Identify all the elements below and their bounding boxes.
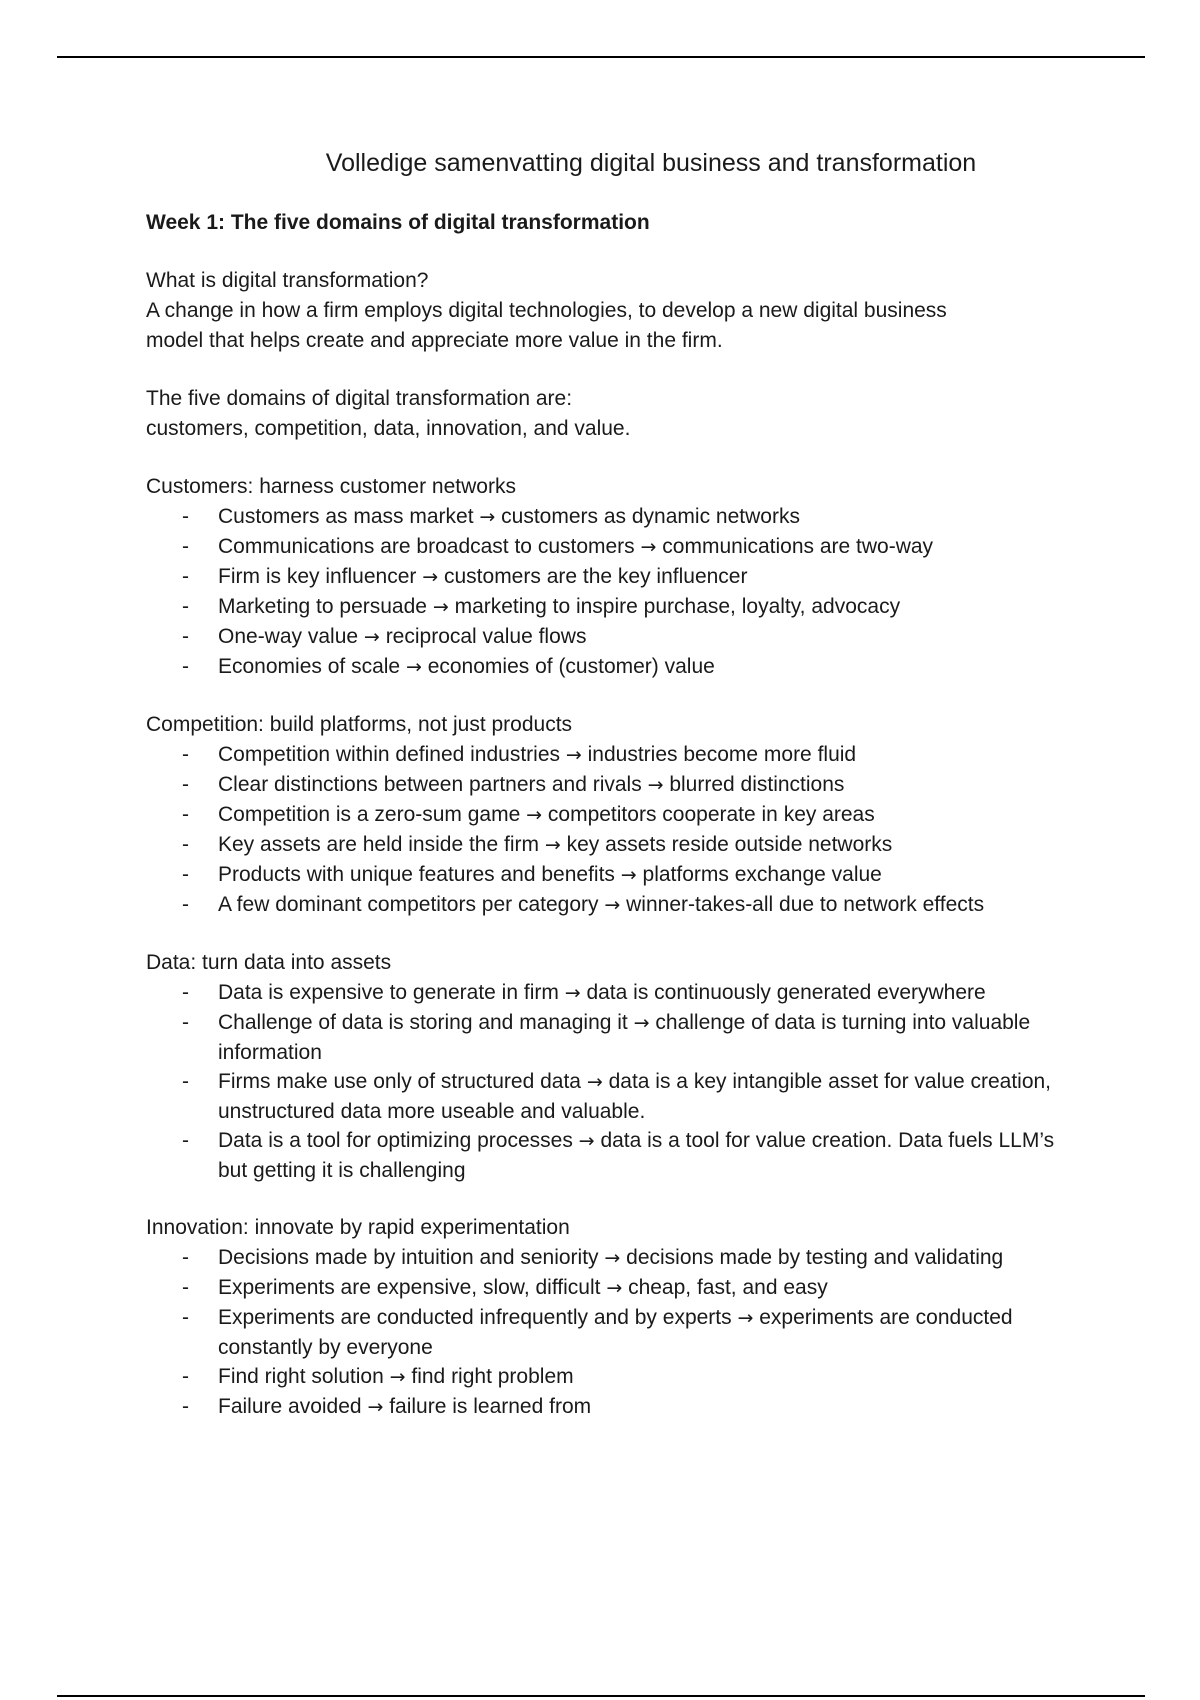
list-item: [146, 830, 1076, 860]
right-arrow-icon: →: [422, 566, 439, 588]
list-item: [146, 860, 1076, 890]
section-innovation: [146, 1213, 1076, 1422]
list-item: [146, 770, 1076, 800]
bullet-dash: -: [182, 981, 189, 1004]
bullet-dash: -: [182, 655, 189, 678]
right-arrow-icon: →: [405, 656, 422, 678]
list-item: [146, 1392, 1076, 1422]
bullet-dash: -: [182, 863, 189, 886]
domain-sections: [146, 472, 1076, 1422]
item-from-text: Competition within defined industries: [218, 743, 561, 766]
item-from-text: Firms make use only of structured data: [218, 1070, 581, 1093]
right-arrow-icon: →: [737, 1307, 754, 1329]
item-from-text: A few dominant competitors per category: [218, 893, 599, 916]
list-item: [146, 1243, 1076, 1273]
bullet-dash: -: [182, 773, 189, 796]
bullet-list: [146, 1243, 1076, 1422]
right-arrow-icon: →: [526, 804, 543, 826]
bullet-dash: -: [182, 1070, 189, 1093]
item-to-text: reciprocal value flows: [385, 625, 587, 648]
item-to-text: data is a key intangible asset for value creation, unstructured data more useable and valuable.: [218, 1070, 1052, 1123]
right-arrow-icon: →: [647, 774, 664, 796]
bullet-dash: -: [182, 1365, 189, 1388]
item-from-text: Experiments are conducted infrequently and by experts: [218, 1306, 732, 1329]
item-from-text: One-way value: [218, 625, 359, 648]
list-item: [146, 1008, 1076, 1067]
section-title: Innovation: innovate by rapid experimentation: [146, 1216, 570, 1239]
intro-paragraph: [146, 266, 1076, 356]
list-item: [146, 1362, 1076, 1392]
item-to-text: experiments are conducted constantly by everyone: [218, 1306, 1013, 1359]
item-from-text: Customers as mass market: [218, 505, 474, 528]
item-from-text: Data is a tool for optimizing processes: [218, 1129, 573, 1152]
item-to-text: key assets reside outside networks: [566, 833, 893, 856]
list-item: [146, 1303, 1076, 1362]
item-from-text: Experiments are expensive, slow, difficult: [218, 1276, 601, 1299]
section-title: Customers: harness customer networks: [146, 475, 516, 498]
bullet-dash: -: [182, 625, 189, 648]
intro-question: What is digital transformation?: [146, 269, 429, 292]
right-arrow-icon: →: [367, 1396, 384, 1418]
list-item: [146, 1126, 1076, 1185]
bullet-dash: -: [182, 1246, 189, 1269]
right-arrow-icon: →: [604, 894, 621, 916]
bullet-dash: -: [182, 893, 189, 916]
list-item: [146, 740, 1076, 770]
item-from-text: Data is expensive to generate in firm: [218, 981, 559, 1004]
right-arrow-icon: →: [389, 1366, 406, 1388]
item-to-text: communications are two-way: [662, 535, 934, 558]
bullet-dash: -: [182, 1011, 189, 1034]
item-from-text: Failure avoided: [218, 1395, 362, 1418]
list-item: [146, 622, 1076, 652]
list-item: [146, 502, 1076, 532]
item-to-text: customers are the key influencer: [444, 565, 748, 588]
header-rule: [57, 56, 1145, 58]
week-heading: Week 1: The five domains of digital transformation: [146, 211, 650, 234]
footer-rule: [57, 1695, 1145, 1697]
item-to-text: decisions made by testing and validating: [626, 1246, 1004, 1269]
section-title: Competition: build platforms, not just products: [146, 713, 573, 736]
item-to-text: data is continuously generated everywhere: [586, 981, 986, 1004]
item-to-text: platforms exchange value: [642, 863, 882, 886]
right-arrow-icon: →: [578, 1130, 595, 1152]
item-to-text: winner-takes-all due to network effects: [626, 893, 985, 916]
section-title: Data: turn data into assets: [146, 951, 392, 974]
bullet-dash: -: [182, 1395, 189, 1418]
item-to-text: find right problem: [411, 1365, 574, 1388]
bullet-dash: -: [182, 833, 189, 856]
bullet-list: [146, 740, 1076, 920]
bullet-dash: -: [182, 535, 189, 558]
right-arrow-icon: →: [586, 1071, 603, 1093]
right-arrow-icon: →: [363, 626, 380, 648]
bullet-dash: -: [182, 565, 189, 588]
bullet-dash: -: [182, 803, 189, 826]
list-item: [146, 890, 1076, 920]
document-page: [146, 146, 1076, 1450]
bullet-list: [146, 978, 1076, 1185]
item-to-text: industries become more fluid: [587, 743, 857, 766]
item-from-text: Competition is a zero-sum game: [218, 803, 521, 826]
section-competition: [146, 710, 1076, 920]
list-item: [146, 1067, 1076, 1126]
item-from-text: Clear distinctions between partners and rivals: [218, 773, 642, 796]
bullet-dash: -: [182, 1129, 189, 1152]
right-arrow-icon: →: [604, 1247, 621, 1269]
right-arrow-icon: →: [544, 834, 561, 856]
right-arrow-icon: →: [633, 1012, 650, 1034]
list-item: [146, 532, 1076, 562]
right-arrow-icon: →: [606, 1277, 623, 1299]
item-from-text: Marketing to persuade: [218, 595, 427, 618]
domains-line2: customers, competition, data, innovation, and value.: [146, 417, 631, 440]
right-arrow-icon: →: [432, 596, 449, 618]
right-arrow-icon: →: [640, 536, 657, 558]
item-from-text: Decisions made by intuition and seniority: [218, 1246, 599, 1269]
bullet-dash: -: [182, 1276, 189, 1299]
bullet-dash: -: [182, 743, 189, 766]
item-to-text: blurred distinctions: [669, 773, 845, 796]
item-to-text: economies of (customer) value: [427, 655, 715, 678]
item-to-text: marketing to inspire purchase, loyalty, advocacy: [454, 595, 901, 618]
bullet-dash: -: [182, 595, 189, 618]
item-from-text: Communications are broadcast to customers: [218, 535, 635, 558]
list-item: [146, 800, 1076, 830]
item-to-text: challenge of data is turning into valuable information: [218, 1011, 1031, 1064]
item-to-text: data is a tool for value creation. Data fuels LLM’s but getting it is challenging: [218, 1129, 1055, 1182]
section-data: [146, 948, 1076, 1185]
item-from-text: Products with unique features and benefits: [218, 863, 615, 886]
section-customers: [146, 472, 1076, 682]
item-from-text: Challenge of data is storing and managing it: [218, 1011, 628, 1034]
intro-answer-line1: A change in how a firm employs digital technologies, to develop a new digital business: [146, 299, 947, 322]
right-arrow-icon: →: [479, 506, 496, 528]
document-title: Volledige samenvatting digital business and transformation: [325, 149, 977, 177]
item-to-text: competitors cooperate in key areas: [547, 803, 875, 826]
list-item: [146, 978, 1076, 1008]
item-from-text: Economies of scale: [218, 655, 401, 678]
bullet-dash: -: [182, 505, 189, 528]
item-to-text: failure is learned from: [389, 1395, 592, 1418]
domains-paragraph: [146, 384, 1076, 444]
right-arrow-icon: →: [564, 982, 581, 1004]
right-arrow-icon: →: [565, 744, 582, 766]
list-item: [146, 592, 1076, 622]
bullet-list: [146, 502, 1076, 682]
list-item: [146, 562, 1076, 592]
item-to-text: customers as dynamic networks: [501, 505, 800, 528]
item-from-text: Key assets are held inside the firm: [218, 833, 539, 856]
intro-answer-line2: model that helps create and appreciate more value in the firm.: [146, 329, 723, 352]
item-from-text: Firm is key influencer: [218, 565, 417, 588]
bullet-dash: -: [182, 1306, 189, 1329]
list-item: [146, 652, 1076, 682]
item-from-text: Find right solution: [218, 1365, 384, 1388]
item-to-text: cheap, fast, and easy: [628, 1276, 828, 1299]
domains-line1: The five domains of digital transformation are:: [146, 387, 573, 410]
list-item: [146, 1273, 1076, 1303]
right-arrow-icon: →: [620, 864, 637, 886]
